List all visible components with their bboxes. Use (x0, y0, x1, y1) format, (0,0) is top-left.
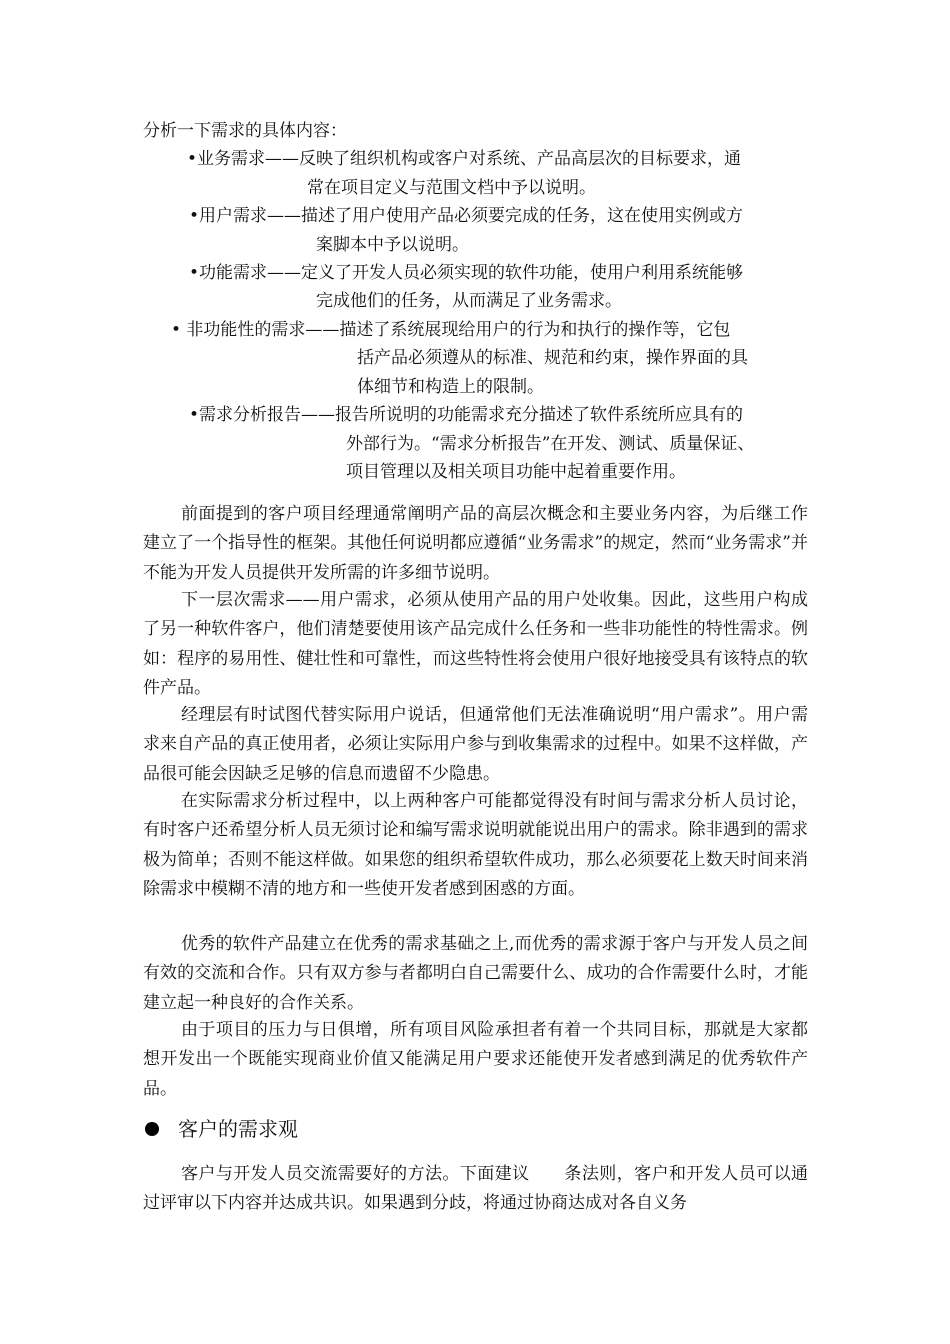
paragraph-4: 在实际需求分析过程中，以上两种客户可能都觉得没有时间与需求分析人员讨论，有时客户还希望分析人员无须讨论和编写需求说明就能说出用户的需求。除非遇到的需求极为简单；否则不能这样做。如果您的组织希望软件成功，那么必须要花上数天时间来消除需求中模糊不清的地方和一些使开发者感到困惑的方面。 (143, 791, 808, 899)
definition-nonfunctional-line3: 体细节和构造上的限制。 (357, 377, 544, 397)
definition-functional-line2: 完成他们的任务，从而满足了业务需求。 (316, 291, 622, 311)
definition-nonfunctional-line2: 括产品必须遵从的标准、规范和约束，操作界面的具 (357, 348, 748, 368)
closing-paragraph: 客户与开发人员交流需要好的方法。下面建议 条法则，客户和开发人员可以通过评审以下内容并达成共识。如果遇到分歧，将通过协商达成对各自义务 (143, 1164, 808, 1214)
definition-user-line1: •用户需求——描述了用户使用产品必须要完成的任务，这在使用实例或方 (189, 206, 744, 226)
definition-nonfunctional-line1: • 非功能性的需求——描述了系统展现给用户的行为和执行的操作等，它包 (171, 320, 731, 340)
paragraph-2: 下一层次需求——用户需求，必须从使用产品的用户处收集。因此，这些用户构成了另一种软件客户，他们清楚要使用该产品完成什么任务和一些非功能性的特性需求。例如：程序的易用性、健壮性和可靠性，而这些特性将会使用户很好地接受具有该特点的软件产品。 (143, 590, 808, 698)
section-heading: 客户的需求观 (178, 1117, 298, 1141)
definition-functional-line1: •功能需求——定义了开发人员必须实现的软件功能，使用户利用系统能够 (189, 263, 744, 283)
paragraph-6: 由于项目的压力与日俱增，所有项目风险承担者有着一个共同目标，那就是大家都想开发出一个既能实现商业价值又能满足用户要求还能使开发者感到满足的优秀软件产品。 (143, 1020, 808, 1099)
intro-line: 分析一下需求的具体内容： (143, 121, 347, 141)
definition-report-line3: 项目管理以及相关项目功能中起着重要作用。 (346, 462, 686, 482)
definition-business-line1: •业务需求——反映了组织机构或客户对系统、产品高层次的目标要求，通 (187, 149, 742, 169)
definition-business-line2: 常在项目定义与范围文档中予以说明。 (307, 178, 596, 198)
definition-report-line1: •需求分析报告——报告所说明的功能需求充分描述了软件系统所应具有的 (189, 405, 744, 425)
paragraph-1: 前面提到的客户项目经理通常阐明产品的高层次概念和主要业务内容，为后继工作建立了一个指导性的框架。其他任何说明都应遵循“业务需求”的规定，然而“业务需求”并不能为开发人员提供开发所需的许多细节说明。 (143, 504, 808, 583)
definition-user-line2: 案脚本中予以说明。 (316, 235, 469, 255)
definition-report-line2: 外部行为。“需求分析报告”在开发、测试、质量保证、 (346, 434, 755, 454)
paragraph-5: 优秀的软件产品建立在优秀的需求基础之上,而优秀的需求源于客户与开发人员之间有效的交流和合作。只有双方参与者都明白自己需要什么、成功的合作需要什么时，才能建立起一种良好的合作关系。 (143, 934, 808, 1013)
paragraph-3: 经理层有时试图代替实际用户说话，但通常他们无法准确说明“用户需求”。用户需求来自产品的真正使用者，必须让实际用户参与到收集需求的过程中。如果不这样做，产品很可能会因缺乏足够的信息而遗留不少隐患。 (143, 705, 808, 784)
bullet-icon (145, 1122, 159, 1136)
